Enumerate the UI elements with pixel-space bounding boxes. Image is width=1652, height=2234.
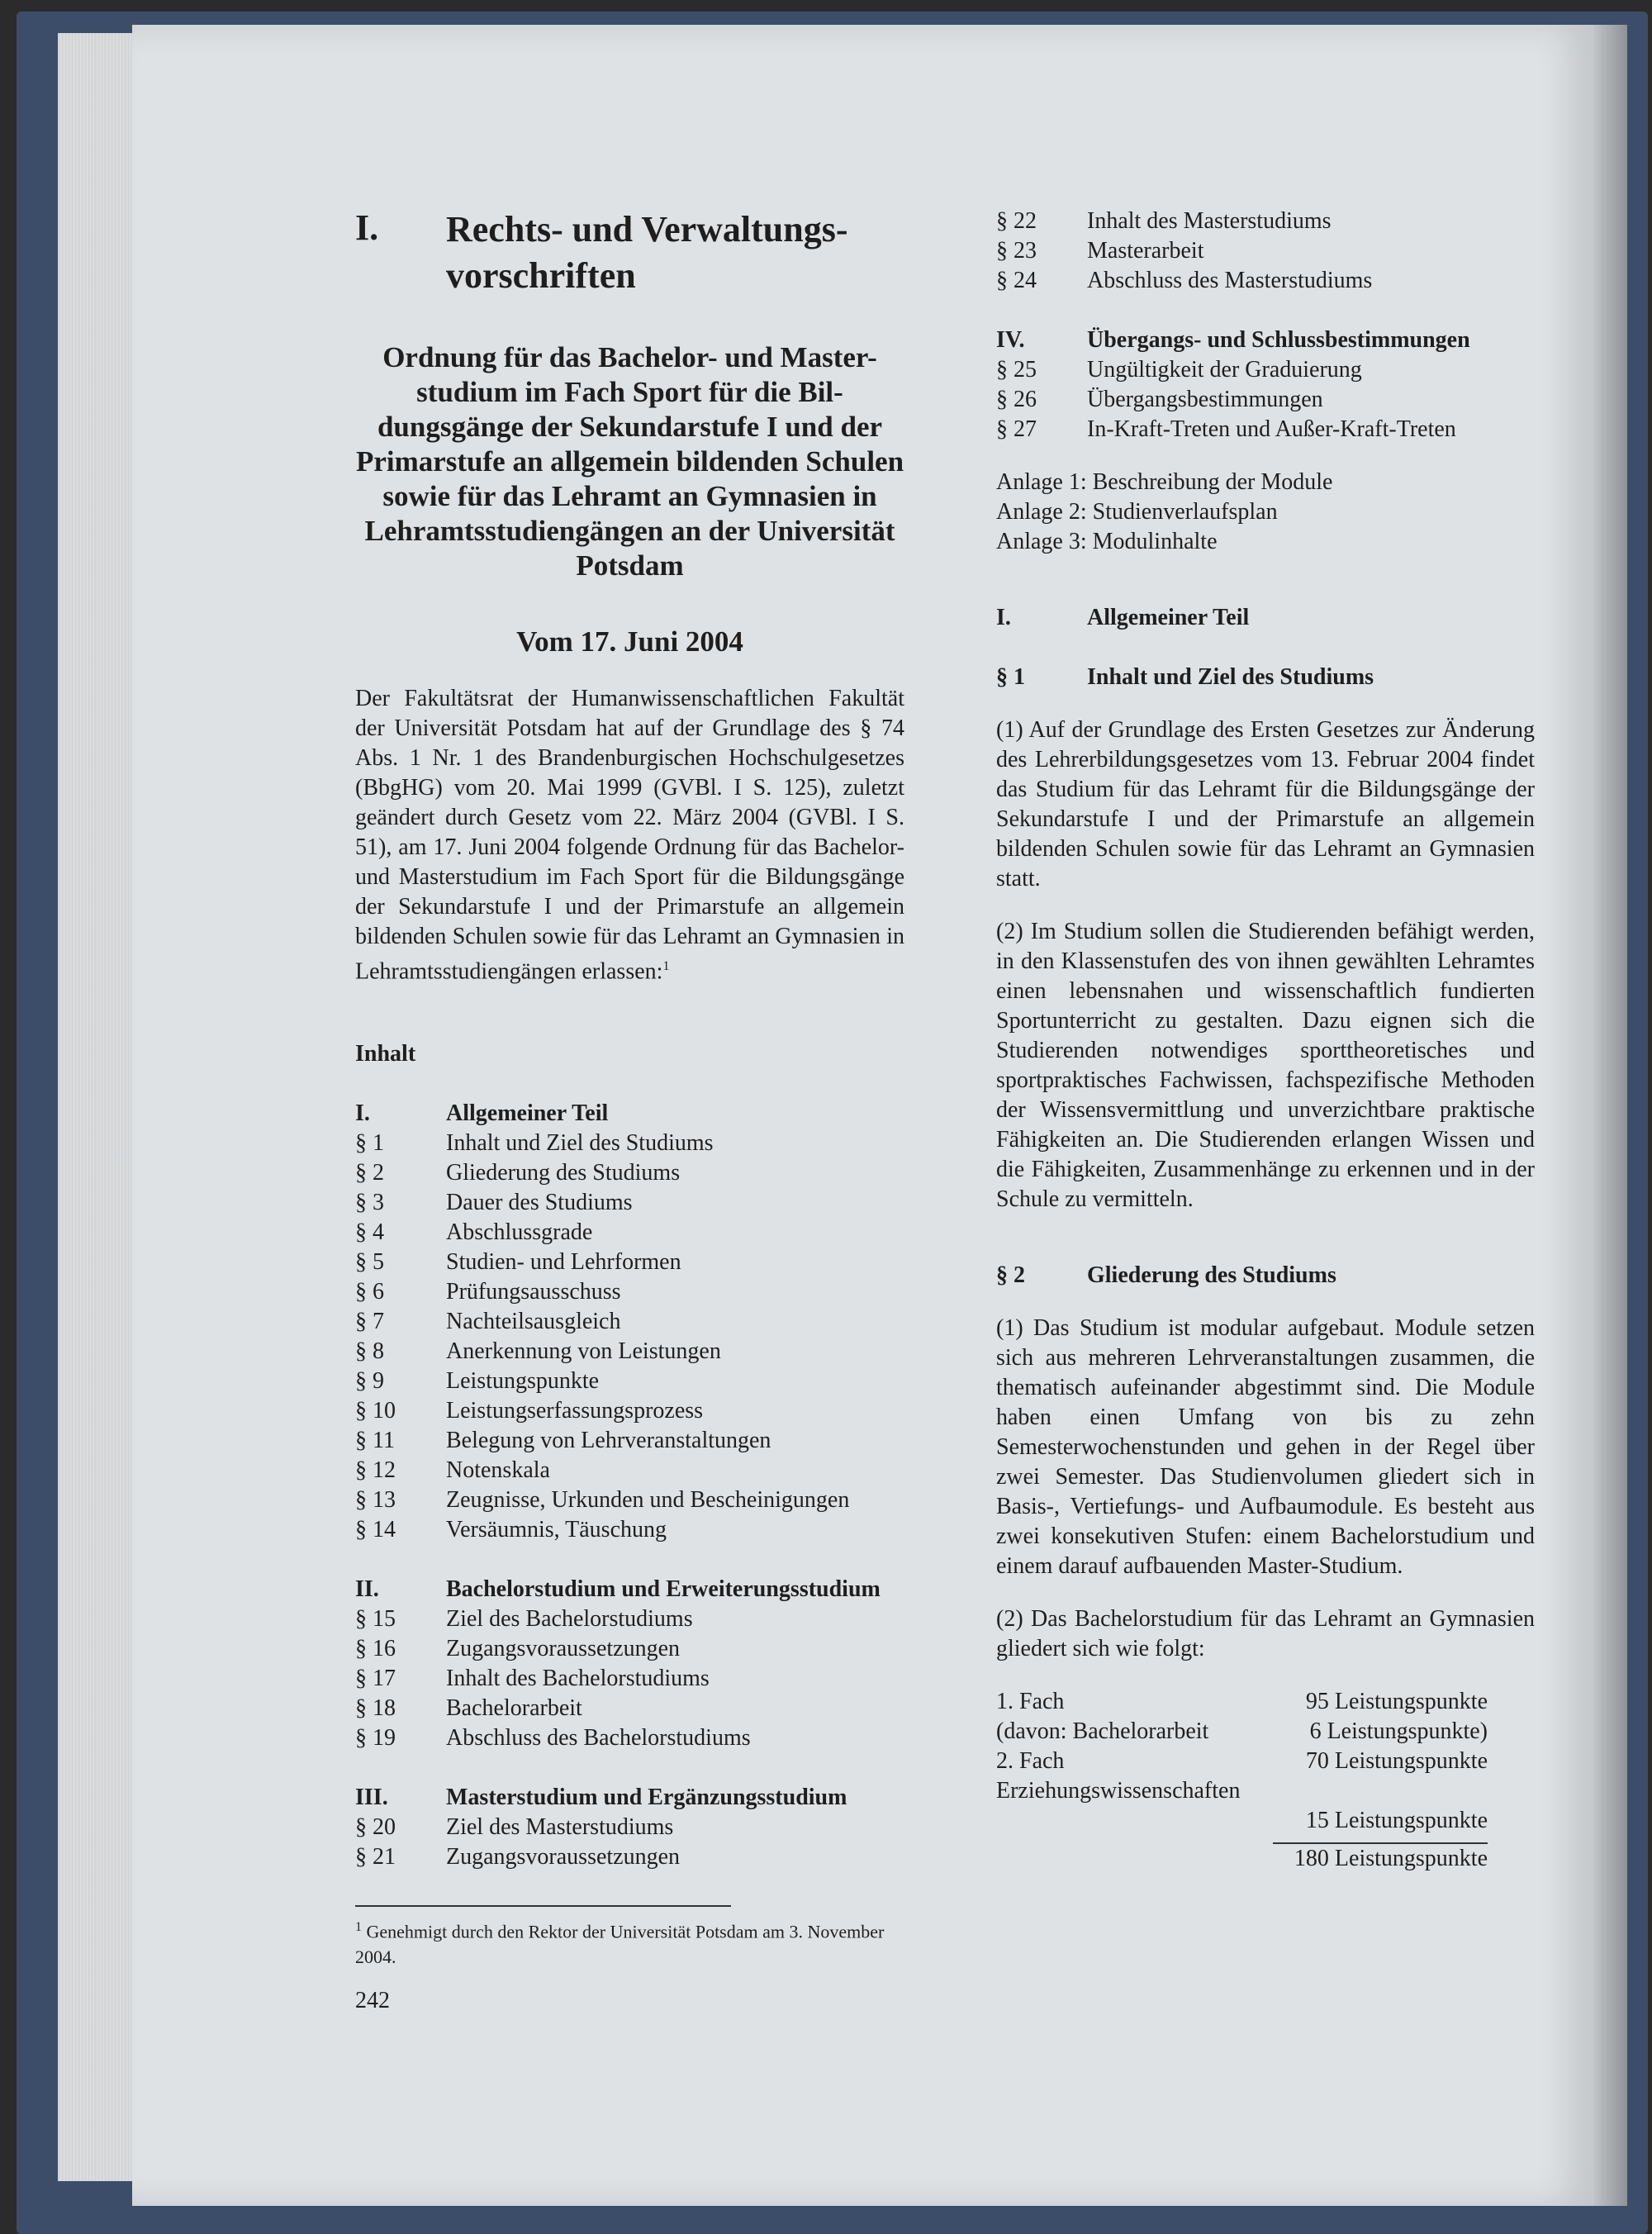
toc-entry-title: Gliederung des Studiums [446,1160,681,1186]
toc-entry-number: II. [355,1576,379,1603]
toc-entry-title: Studien- und Lehrformen [446,1249,681,1276]
toc-entry-title: Zugangsvoraussetzungen [446,1844,681,1870]
toc-entry-number: § 16 [355,1636,396,1662]
toc-entry-title: Masterarbeit [1087,238,1204,264]
right-column [996,207,1535,1874]
toc-entry-title: Inhalt des Masterstudiums [1087,208,1332,234]
toc-entry-number: § 10 [355,1398,396,1424]
toc-entry [355,1634,904,1664]
toc-entry-title: Ziel des Bachelorstudiums [446,1606,693,1633]
credit-points-label: 2. Fach [996,1748,1065,1774]
toc-right [996,207,1535,444]
footnote-rule [355,1905,731,1907]
annex-item: Anlage 1: Beschreibung der Module [996,469,1333,495]
toc-entry-title: Zugangsvoraussetzungen [446,1636,681,1662]
toc-entry-title: Leistungspunkte [446,1368,600,1395]
toc-entry-number: § 15 [355,1606,396,1633]
toc-entry-title: Prüfungsausschuss [446,1279,621,1305]
toc-entry-number: § 4 [355,1219,384,1246]
toc-entry-number: § 12 [355,1457,396,1484]
annex-item: Anlage 3: Modulinhalte [996,529,1218,554]
toc-entry [996,355,1535,385]
toc-entry-number: § 25 [996,357,1037,383]
document-date: Vom 17. Juni 2004 [516,625,743,658]
toc-entry-number: § 2 [355,1160,384,1186]
preamble [355,684,904,986]
toc-entry-title: Abschluss des Bachelorstudiums [446,1725,751,1752]
toc-entry [355,1158,904,1188]
toc-heading: Inhalt [355,1041,416,1067]
paragraph-2-text-2: (2) Das Bachelorstudium für das Lehramt an Gymnasien gliedert sich wie folgt: [996,1606,1535,1661]
toc-entry-number: § 21 [355,1844,396,1870]
toc-entry-number: § 3 [355,1190,384,1216]
preamble-text: Der Fakultätsrat der Humanwissenschaftlichen Fakultät der Universität Potsdam hat auf der Grundlage des § 74 Abs. 1 Nr. 1 des Brandenburgischen Hochschulgesetzes (BbgHG) vom 20. Mai 1999 (GVBl. I S. 125), zuletzt geändert durch Gesetz vom 22. März 2004 (GVBl. I S. 51), am 17. Juni 2004 folgende Ordnung für das Bachelor- und Masterstudium im Fach Sport für die Bildungsgänge der Sekundarstufe I und der Primarstufe an allgemein bildenden Schulen sowie für das Lehramt an Gymnasien in Lehramtsstudiengängen erlassen: [355,686,904,985]
left-column [355,207,904,2016]
toc-entry-title: In-Kraft-Treten und Außer-Kraft-Treten [1087,416,1456,442]
toc-spacer [996,296,1535,326]
footnote-text: Genehmigt durch den Rektor der Universität Potsdam am 3. November 2004. [355,1921,885,1967]
toc-entry-title: Übergangs- und Schlussbestimmungen [1087,327,1470,353]
toc-entry [355,1188,904,1218]
section-number: I. [355,207,379,248]
footnote [355,1915,904,1969]
toc-entry-number: § 8 [355,1338,384,1365]
toc-entry [355,1723,904,1753]
toc-entry [355,1396,904,1426]
toc-spacer [355,1545,904,1575]
part-title: Allgemeiner Teil [1087,605,1250,630]
toc-entry-title: Abschluss des Masterstudiums [1087,268,1373,293]
toc-entry-title: Belegung von Lehrveranstaltungen [446,1428,771,1454]
toc-entry-number: § 20 [355,1814,396,1841]
annex-list [996,468,1535,557]
toc-entry-number: § 14 [355,1517,396,1543]
toc-entry [355,1277,904,1307]
toc-entry-number: § 6 [355,1279,384,1305]
toc-entry-number: § 11 [355,1428,395,1454]
paragraph-number: § 1 [996,664,1025,690]
toc-entry-number: § 7 [355,1309,384,1335]
toc-entry-title: Anerkennung von Leistungen [446,1338,721,1365]
toc-entry-number: IV. [996,327,1025,353]
toc-entry-number: § 1 [355,1130,384,1157]
toc-entry [355,1426,904,1456]
toc-entry [996,415,1535,444]
toc-entry [355,1456,904,1485]
credit-points-value: 70 Leistungspunkte [1305,1748,1488,1774]
paragraph-1-text-2: (2) Im Studium sollen die Studierenden befähigt werden, in den Klassenstufen des von ihnen gewählten Lehramtes einen lebensnahen und wissenschaftlich fundierten Sportunterricht zu gestalten. Dazu eignen sich die Studierenden notwendiges sporttheoretisches und sportpraktisches Fachwissen, fachspezifische Methoden der Wissensvermittlung und unverzichtbare praktische Fähigkeiten an. Die Studierenden erlangen Wissen und die Fähigkeiten, Zusammenhänge zu erkennen und in der Schule zu vermitteln. [996,919,1535,1212]
paragraph-1-text-1: (1) Auf der Grundlage des Ersten Gesetzes zur Änderung des Lehrerbildungsgesetzes vom 13. Februar 2004 findet das Studium für das Lehramt für die Bildungsgänge der Sekundarstufe I und der Primarstufe an allgemein bildenden Schulen sowie für das Lehramt an Gymnasien statt. [996,717,1535,891]
credit-points-value: 95 Leistungspunkte [1305,1689,1488,1714]
paragraph-number: § 2 [996,1262,1025,1288]
toc-entry-title: Notenskala [446,1457,550,1484]
page-number: 242 [355,1987,390,2013]
toc-entry [355,1129,904,1158]
annex-item: Anlage 2: Studienverlaufsplan [996,499,1278,525]
toc-entry-title: Inhalt des Bachelorstudiums [446,1666,710,1692]
toc-entry [355,1248,904,1277]
paragraph-1-heading [996,663,1535,692]
footnote-number: 1 [355,1920,362,1935]
toc-entry [996,236,1535,266]
toc-entry-title: Inhalt und Ziel des Studiums [446,1130,714,1157]
paragraph-2-heading [996,1261,1535,1290]
toc-entry [355,1842,904,1872]
toc-entry [355,1099,904,1129]
toc-entry-number: § 22 [996,208,1037,234]
toc-entry-number: § 27 [996,416,1037,442]
toc-entry [355,1367,904,1396]
part-heading [996,603,1535,633]
toc-entry-number: § 19 [355,1725,396,1752]
credit-points-label: (davon: Bachelorarbeit [996,1718,1209,1744]
toc-entry [996,385,1535,415]
toc-entry-number: I. [355,1100,370,1127]
toc-entry [355,1664,904,1694]
toc-entry-title: Bachelorstudium und Erweiterungsstudium [446,1576,881,1603]
toc-entry [996,326,1535,355]
toc-entry [996,266,1535,296]
toc-entry-title: Ungültigkeit der Graduierung [1087,357,1362,383]
toc-entry-title: Versäumnis, Täuschung [446,1517,667,1543]
paragraph-2-text-1: (1) Das Studium ist modular aufgebaut. Module setzen sich aus mehreren Lehrveranstaltungen zusammen, die thematisch aufeinander abgestimmt sind. Die Module haben einen Umfang von bis zu zehn Semesterwochenstunden und gehen in der Regel über zwei Semester. Das Studienvolumen gliedert sich in Basis-, Vertiefungs- und Aufbaumodule. Es besteht aus zwei konsekutiven Stufen: einem Bachelorstudium und einem darauf aufbauenden Master-Studium. [996,1315,1535,1579]
credit-points-row [996,1776,1488,1806]
part-number: I. [996,605,1011,630]
toc-entry-title: Dauer des Studiums [446,1190,633,1216]
toc-entry [355,1485,904,1515]
credit-points-row [996,1687,1488,1717]
credit-points-total: 180 Leistungspunkte [1294,1846,1488,1871]
toc-entry-title: Allgemeiner Teil [446,1100,609,1127]
toc-entry [355,1337,904,1367]
toc-entry-number: § 26 [996,387,1037,412]
toc-entry [355,1604,904,1634]
credit-points-value: 15 Leistungspunkte [1305,1808,1488,1833]
toc-entry-title: Leistungserfassungsprozess [446,1398,704,1424]
toc-entry [355,1813,904,1842]
toc-entry [355,1307,904,1337]
toc-entry [996,207,1535,236]
toc-entry-title: Nachteilsausgleich [446,1309,621,1335]
toc-entry-title: Ziel des Masterstudiums [446,1814,674,1841]
toc-entry-number: § 18 [355,1695,396,1722]
toc-left [355,1099,904,1872]
paragraph-title: Inhalt und Ziel des Studiums [1087,664,1374,690]
toc-spacer [355,1753,904,1783]
toc-entry-title: Übergangsbestimmungen [1087,387,1323,412]
toc-entry [355,1218,904,1248]
toc-entry-number: § 5 [355,1249,384,1276]
credit-points-row [996,1717,1488,1747]
toc-entry-number: § 13 [355,1487,396,1514]
document-title: Ordnung für das Bachelor- und Master-studium im Fach Sport für die Bil-dungsgänge der Sekundarstufe I und der Primarstufe an allgemein bildenden Schulen sowie für das Lehramt an Gymnasien in Lehramtsstudiengängen an der Universität Potsdam [355,341,904,582]
toc-entry-title: Zeugnisse, Urkunden und Bescheinigungen [446,1487,850,1514]
toc-entry-title: Masterstudium und Ergänzungsstudium [446,1785,847,1811]
credit-points-value: 6 Leistungspunkte) [1309,1718,1488,1744]
toc-entry-title: Bachelorarbeit [446,1695,582,1722]
credit-points-table [996,1687,1488,1836]
credit-points-label: 1. Fach [996,1689,1065,1714]
toc-entry-number: § 24 [996,268,1037,293]
toc-entry [355,1515,904,1545]
toc-entry [355,1783,904,1813]
toc-entry-number: § 17 [355,1666,396,1692]
toc-entry-number: § 23 [996,238,1037,264]
toc-entry-title: Abschlussgrade [446,1219,593,1246]
paragraph-title: Gliederung des Studiums [1087,1262,1336,1288]
page-right-edge [1594,25,1627,2206]
credit-points-row [996,1806,1488,1836]
credit-points-label: Erziehungswissenschaften [996,1778,1241,1804]
credit-points-row [996,1747,1488,1776]
footnote-ref: 1 [662,959,670,973]
toc-entry-number: III. [355,1785,388,1811]
section-heading [355,207,904,299]
toc-entry-number: § 9 [355,1368,384,1395]
toc-entry [355,1575,904,1604]
toc-entry [355,1694,904,1723]
section-title: Rechts- und Verwaltungs-vorschriften [446,209,848,296]
